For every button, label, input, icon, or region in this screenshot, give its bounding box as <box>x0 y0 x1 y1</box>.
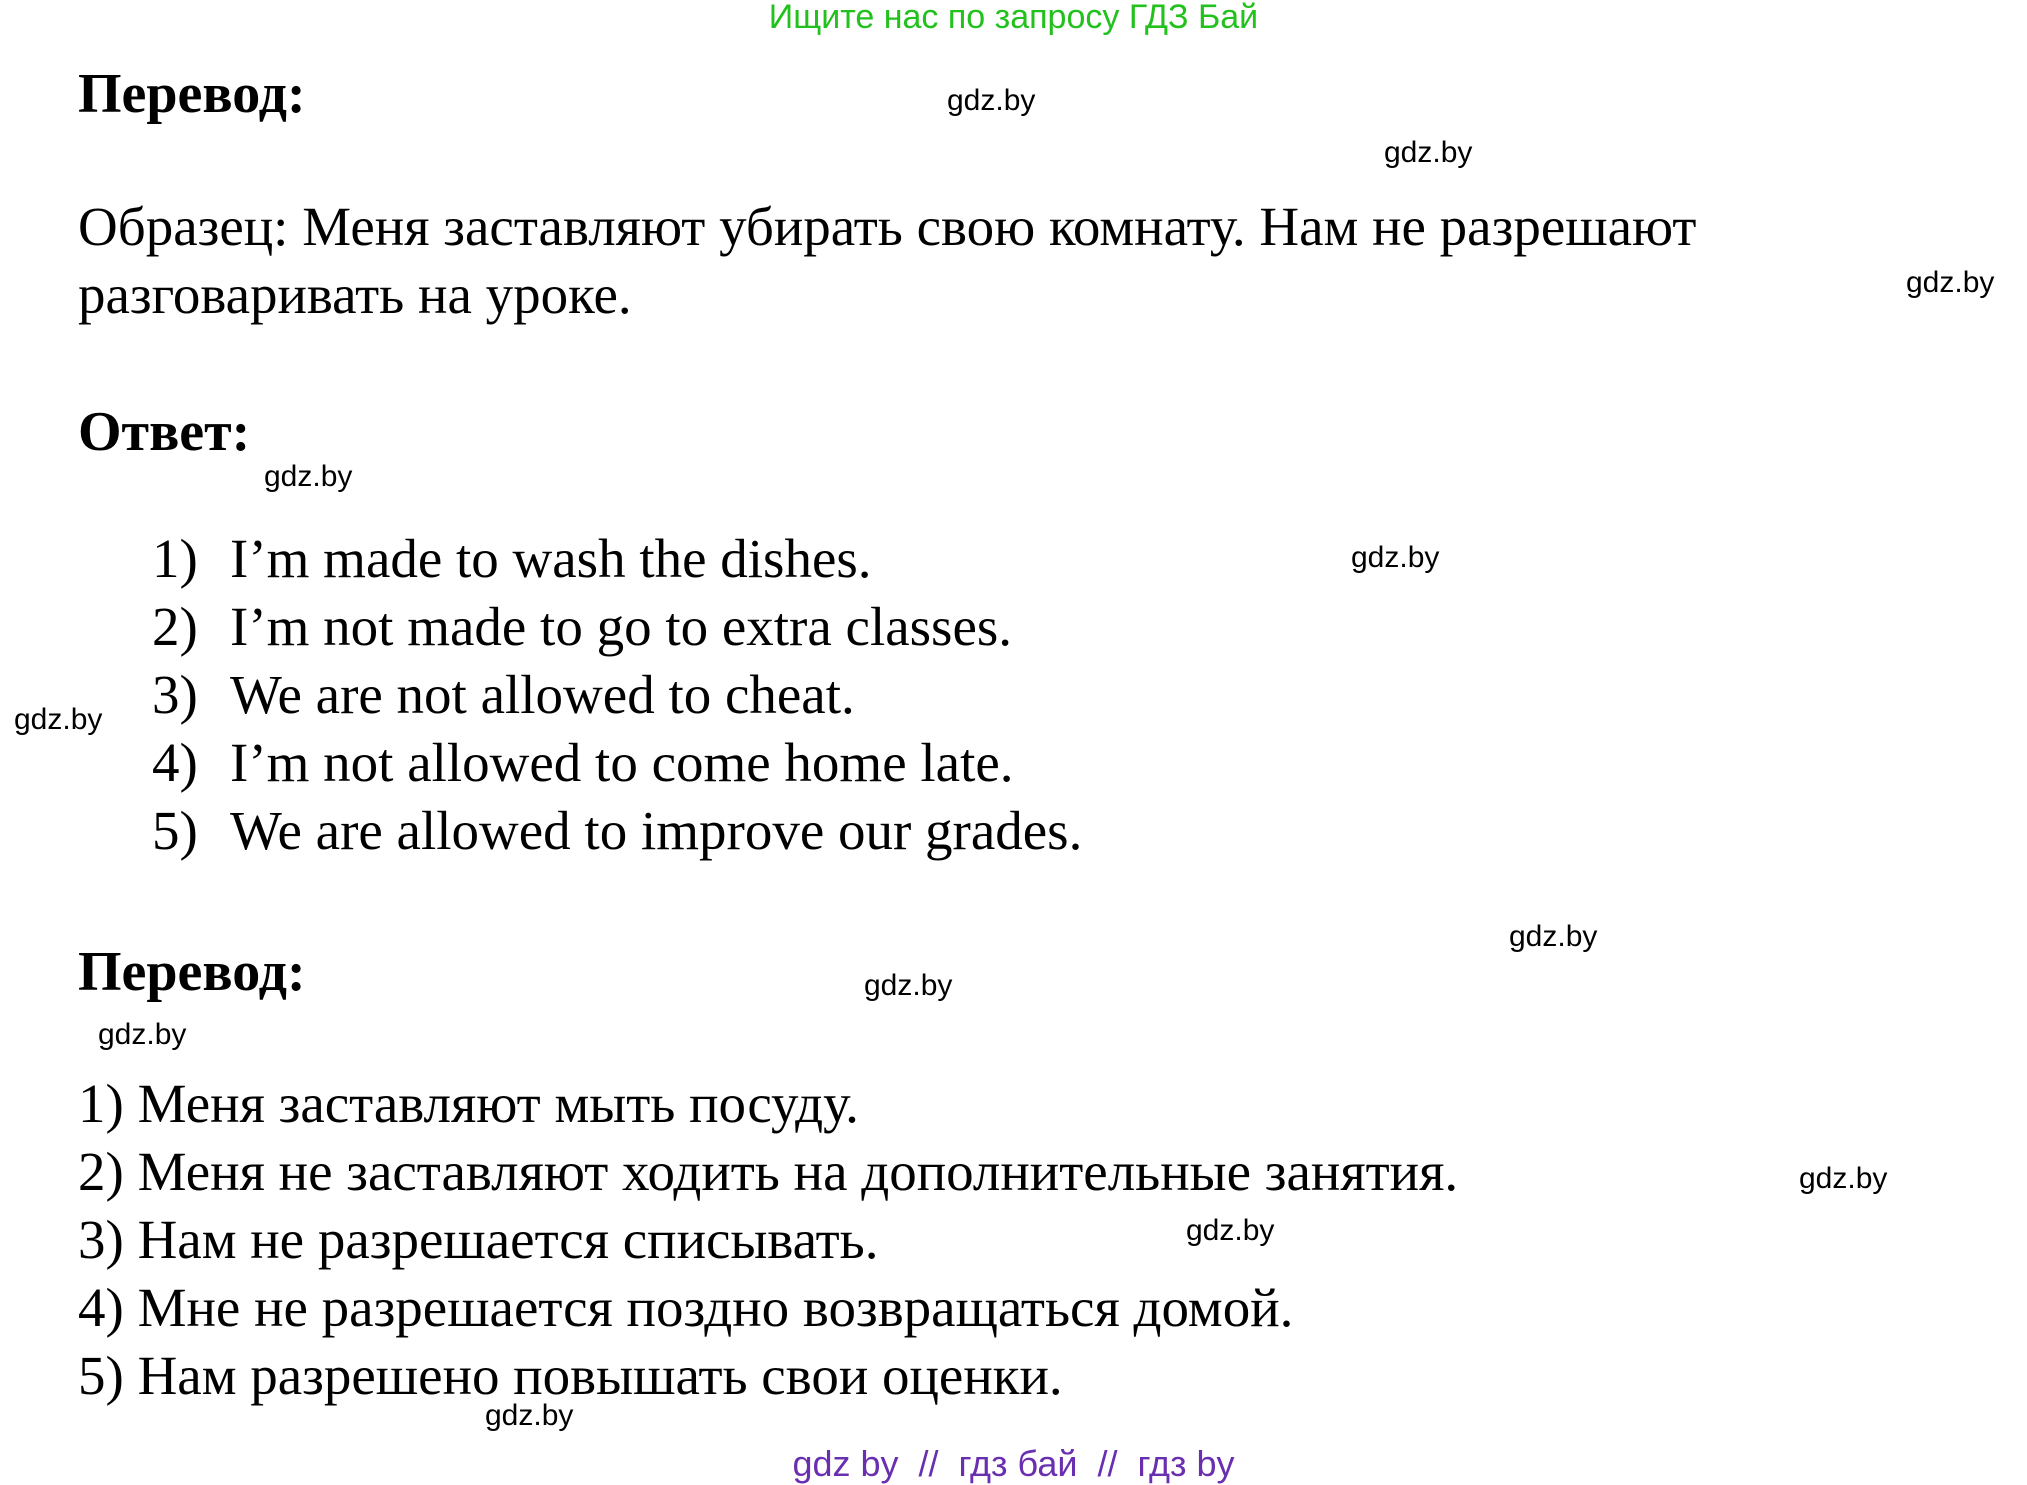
translation-heading: Перевод: <box>78 941 306 1003</box>
footer-links: gdz by // гдз бай // гдз by <box>792 1443 1235 1484</box>
answer-item-text: I’m not made to go to extra classes. <box>230 596 1013 657</box>
answer-item-number: 5) <box>152 800 198 861</box>
answer-item <box>152 593 1082 661</box>
translation-item: 5) Нам разрешено повышать свои оценки. <box>78 1345 1063 1406</box>
sample-line-1: Образец: Меня заставляют убирать свою комнату. Нам не разрешают <box>78 196 1697 257</box>
answer-item <box>152 729 1082 797</box>
answer-heading: Ответ: <box>78 401 251 463</box>
watermark: gdz.by <box>1186 1214 1275 1247</box>
answer-item-text: We are allowed to improve our grades. <box>230 800 1083 861</box>
watermark: gdz.by <box>864 969 953 1002</box>
watermark: gdz.by <box>1351 541 1440 574</box>
answer-item-number: 4) <box>152 732 198 793</box>
watermark: gdz.by <box>1384 136 1473 169</box>
watermark: gdz.by <box>264 460 353 493</box>
answer-item <box>152 797 1082 865</box>
sample-line-2: разговаривать на уроке. <box>78 264 632 325</box>
watermark: gdz.by <box>485 1399 574 1432</box>
translation-item: 3) Нам не разрешается списывать. <box>78 1209 879 1270</box>
answer-item-text: We are not allowed to cheat. <box>230 664 855 725</box>
answer-item <box>152 661 1082 729</box>
answer-item-number: 1) <box>152 528 198 589</box>
answer-item-number: 2) <box>152 596 198 657</box>
watermark: gdz.by <box>1509 920 1598 953</box>
translation-item: 4) Мне не разрешается поздно возвращаться домой. <box>78 1277 1294 1338</box>
watermark: gdz.by <box>14 703 103 736</box>
translation-item: 1) Меня заставляют мыть посуду. <box>78 1073 859 1134</box>
section-heading-translation-sample: Перевод: <box>78 63 306 125</box>
answer-item-number: 3) <box>152 664 198 725</box>
watermark: gdz.by <box>1906 266 1995 299</box>
translation-item: 2) Меня не заставляют ходить на дополнительные занятия. <box>78 1141 1459 1202</box>
watermark: gdz.by <box>947 84 1036 117</box>
answer-list <box>152 525 1082 865</box>
answer-item-text: I’m not allowed to come home late. <box>230 732 1014 793</box>
top-banner: Ищите нас по запросу ГДЗ Бай <box>768 0 1259 36</box>
answer-item <box>152 525 1082 593</box>
watermark: gdz.by <box>1799 1162 1888 1195</box>
answer-item-text: I’m made to wash the dishes. <box>230 528 872 589</box>
watermark: gdz.by <box>98 1018 187 1051</box>
